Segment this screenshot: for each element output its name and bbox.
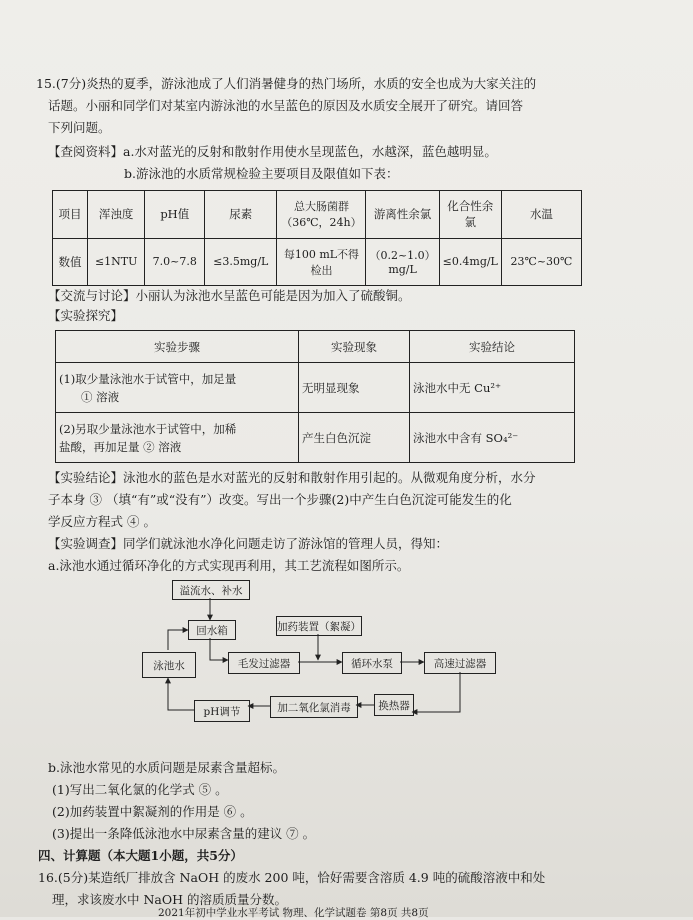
arrow-pool-to-tank bbox=[168, 630, 188, 650]
fast-filter-box: 高速过滤器 bbox=[424, 652, 496, 674]
step1-line-a: (1)取少量泳池水于试管中，加足量 bbox=[59, 371, 237, 386]
table2-phenomenon: 无明显现象 bbox=[299, 363, 410, 413]
table1-header: 游离性余氯 bbox=[366, 191, 439, 239]
q15-line1: 15.(7分)炎热的夏季，游泳池成了人们消暑健身的热门场所，水质的安全也成为大家关注的 bbox=[36, 76, 537, 91]
table1-header: 项目 bbox=[53, 191, 88, 239]
q16-line2: 理，求该废水中 NaOH 的溶质质量分数。 bbox=[52, 892, 287, 907]
dosing-box: 加药装置（絮凝） bbox=[276, 616, 362, 636]
table1-header: pH值 bbox=[145, 191, 205, 239]
table2-phenomenon: 产生白色沉淀 bbox=[299, 413, 410, 463]
heat-exchanger-box: 换热器 bbox=[374, 694, 414, 716]
tank-box: 回水箱 bbox=[188, 620, 236, 640]
survey-a: a.泳池水通过循环净化的方式实现再利用，其工艺流程如图所示。 bbox=[48, 558, 410, 573]
table1-cell: 23℃~30℃ bbox=[501, 238, 581, 286]
conclusion-line3: 学反应方程式 ④ 。 bbox=[48, 514, 156, 529]
arrow-tank-to-hairfilter bbox=[210, 638, 228, 660]
clo2-box: 加二氧化氯消毒 bbox=[270, 696, 358, 718]
table1-cell: （0.2~1.0）mg/L bbox=[366, 238, 439, 286]
table2-conclusion: 泳池水中含有 SO₄²⁻ bbox=[410, 413, 575, 463]
table1-cell: 7.0~7.8 bbox=[145, 238, 205, 286]
q16-line1: 16.(5分)某造纸厂排放含 NaOH 的废水 200 吨，恰好需要含溶质 4.9 吨的硫酸溶液中和处 bbox=[38, 870, 546, 885]
table1-header: 尿素 bbox=[205, 191, 277, 239]
ask-3: (3)提出一条降低泳池水中尿素含量的建议 ⑦ 。 bbox=[52, 826, 316, 841]
arrow-ph-to-pool bbox=[168, 678, 194, 710]
discuss: 【交流与讨论】小丽认为泳池水呈蓝色可能是因为加入了硫酸铜。 bbox=[48, 288, 411, 303]
q15-line3: 下列问题。 bbox=[48, 120, 111, 135]
table1-header: 浑浊度 bbox=[87, 191, 145, 239]
step2-line-a: (2)另取少量泳池水于试管中，加稀 bbox=[59, 421, 237, 436]
table1-header: 水温 bbox=[501, 191, 581, 239]
conclusion-line1: 【实验结论】泳池水的蓝色是水对蓝光的反射和散射作用引起的。从微观角度分析，水分 bbox=[48, 470, 536, 485]
overflow-box: 溢流水、补水 bbox=[172, 580, 250, 600]
table1-cell: 每100 mL不得检出 bbox=[277, 238, 366, 286]
table1-cell: ≤0.4mg/L bbox=[439, 238, 501, 286]
step1-line-b: ① 溶液 bbox=[81, 389, 120, 404]
explore-title: 【实验探究】 bbox=[48, 308, 124, 323]
lookup-b: b.游泳池的水质常规检验主要项目及限值如下表： bbox=[124, 166, 399, 181]
table1-row-label: 数值 bbox=[53, 238, 88, 286]
table2-header: 实验现象 bbox=[299, 331, 410, 363]
hair-filter-box: 毛发过滤器 bbox=[228, 652, 300, 674]
pump-box: 循环水泵 bbox=[342, 652, 402, 674]
arrow-fastfilter-down bbox=[412, 672, 460, 712]
q15-line2: 话题。小丽和同学们对某室内游泳池的水呈蓝色的原因及水质安全展开了研究。请回答 bbox=[48, 98, 524, 113]
conclusion-line2: 子本身 ③ （填“有”或“没有”）改变。写出一个步骤(2)中产生白色沉淀可能发生的化 bbox=[48, 492, 512, 507]
table1-cell: ≤1NTU bbox=[87, 238, 145, 286]
ph-box: pH调节 bbox=[194, 700, 250, 722]
lookup-a: 【查阅资料】a.水对蓝光的反射和散射作用使水呈现蓝色，水越深，蓝色越明显。 bbox=[48, 144, 497, 159]
step2-line-b: 盐酸，再加足量 ② 溶液 bbox=[59, 439, 182, 454]
page-footer: 2021年初中学业水平考试 物理、化学试题卷 第8页 共8页 bbox=[158, 907, 429, 919]
table2-header: 实验步骤 bbox=[56, 331, 299, 363]
survey-b: b.泳池水常见的水质问题是尿素含量超标。 bbox=[48, 760, 285, 775]
table2-header: 实验结论 bbox=[410, 331, 575, 363]
pool-box: 泳池水 bbox=[142, 652, 196, 678]
ask-1: (1)写出二氧化氯的化学式 ⑤ 。 bbox=[52, 782, 228, 797]
section-4-heading: 四、计算题（本大题1小题，共5分） bbox=[38, 848, 243, 863]
table2-conclusion: 泳池水中无 Cu²⁺ bbox=[410, 363, 575, 413]
table1-header: 总大肠菌群（36℃，24h） bbox=[277, 191, 366, 239]
table1-header: 化合性余氯 bbox=[439, 191, 501, 239]
ask-2: (2)加药装置中絮凝剂的作用是 ⑥ 。 bbox=[52, 804, 253, 819]
table1-cell: ≤3.5mg/L bbox=[205, 238, 277, 286]
survey: 【实验调查】同学们就泳池水净化问题走访了游泳馆的管理人员，得知： bbox=[48, 536, 449, 551]
